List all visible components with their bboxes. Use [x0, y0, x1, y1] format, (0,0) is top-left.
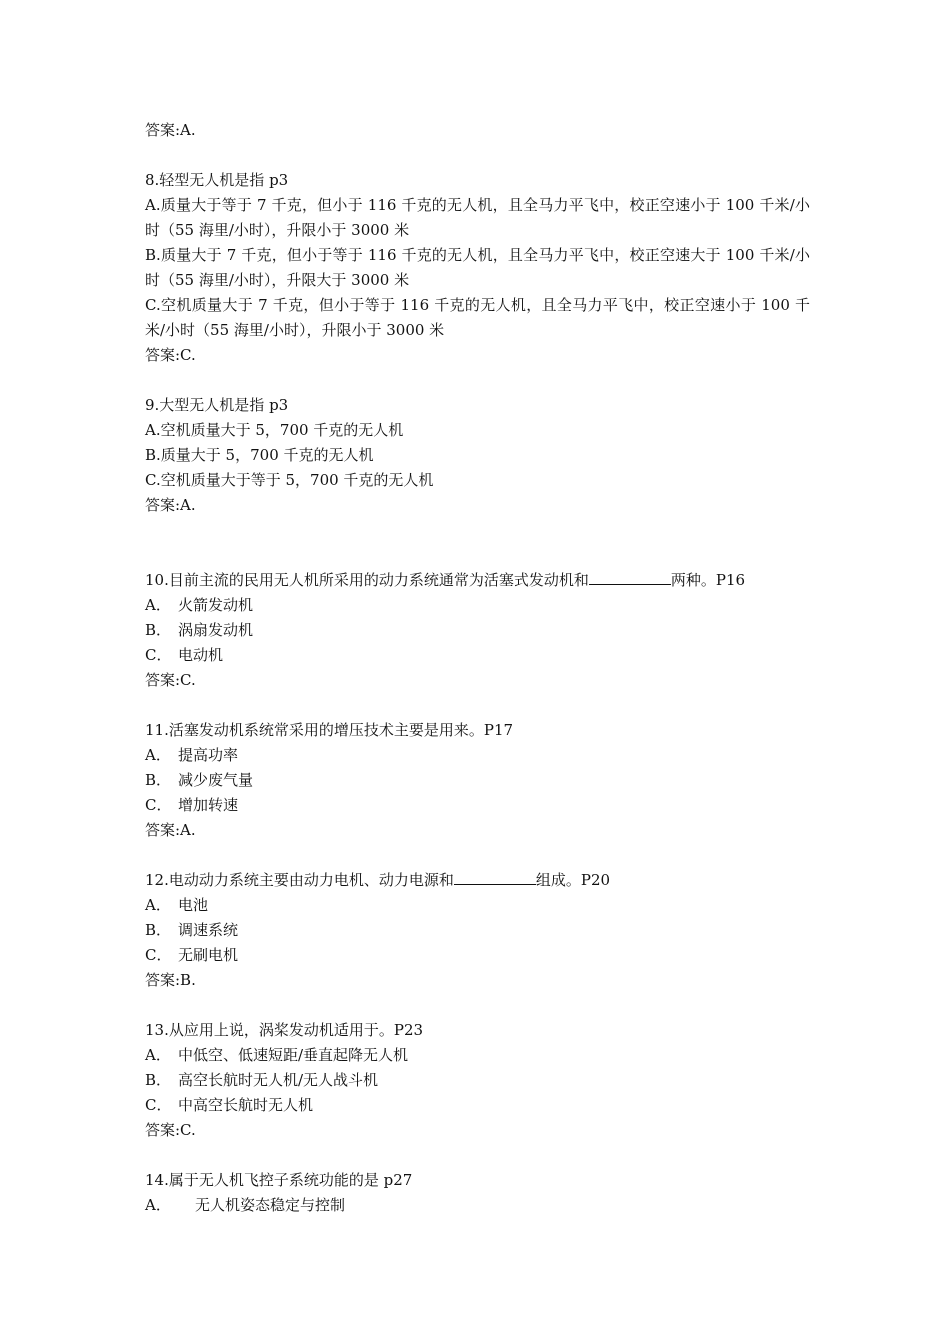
question-13-option-c	[145, 1093, 810, 1118]
question-10-option-b	[145, 618, 810, 643]
question-11-option-c	[145, 793, 810, 818]
option-text: 电动机	[178, 646, 224, 664]
question-12-option-c	[145, 943, 810, 968]
question-12-answer: 答案:B.	[145, 971, 196, 989]
option-label: C．	[145, 1096, 172, 1114]
option-text: 火箭发动机	[178, 596, 254, 614]
question-12-option-b	[145, 918, 810, 943]
question-11-title: 11.活塞发动机系统常采用的增压技术主要是用来。P17	[145, 721, 514, 739]
question-10-title-start: 10.目前主流的民用无人机所采用的动力系统通常为活塞式发动机和	[145, 571, 589, 589]
option-text: 中高空长航时无人机	[178, 1096, 314, 1114]
question-9-answer: 答案:A.	[145, 496, 196, 514]
option-text: 无刷电机	[178, 946, 239, 964]
question-10-answer: 答案:C.	[145, 671, 196, 689]
option-text: 增加转速	[178, 796, 239, 814]
option-label: A．	[145, 1046, 171, 1064]
question-12-title-start: 12.电动动力系统主要由动力电机、动力电源和	[145, 871, 454, 889]
option-text: 涡扇发动机	[178, 621, 254, 639]
option-label: C．	[145, 946, 172, 964]
option-label: B．	[145, 921, 172, 939]
option-label: B．	[145, 621, 172, 639]
question-12-title-end: 组成。P20	[535, 871, 611, 889]
question-9-option-a: A.空机质量大于 5，700 千克的无人机	[145, 421, 404, 439]
question-8-option-a: A.质量大于等于 7 千克，但小于 116 千克的无人机，且全马力平飞中，校正空速小于 100 千米/小时（55 海里/小时），升限小于 3000 米	[145, 196, 810, 239]
question-11-option-b	[145, 768, 810, 793]
question-9-option-b: B.质量大于 5，700 千克的无人机	[145, 446, 374, 464]
option-text: 电池	[178, 896, 209, 914]
question-8-option-c: C.空机质量大于 7 千克，但小于等于 116 千克的无人机，且全马力平飞中，校正空速小于 100 千米/小时（55 海里/小时），升限小于 3000 米	[145, 296, 810, 339]
question-10-option-c	[145, 643, 810, 668]
fill-in-blank	[589, 570, 671, 585]
question-11-answer: 答案:A.	[145, 821, 196, 839]
question-9-option-c: C.空机质量大于等于 5，700 千克的无人机	[145, 471, 434, 489]
question-8-answer: 答案:C.	[145, 346, 196, 364]
question-8-option-b: B.质量大于 7 千克，但小于等于 116 千克的无人机，且全马力平飞中，校正空速大于 100 千米/小时（55 海里/小时），升限大于 3000 米	[145, 246, 810, 289]
question-13-option-b	[145, 1068, 810, 1093]
fill-in-blank	[454, 870, 536, 885]
option-label: B．	[145, 771, 172, 789]
question-11-option-a	[145, 743, 810, 768]
option-text: 减少废气量	[178, 771, 254, 789]
option-text: 中低空、低速短距/垂直起降无人机	[178, 1046, 409, 1064]
option-text: 调速系统	[178, 921, 239, 939]
option-label: A．	[145, 1196, 171, 1214]
option-label: C．	[145, 646, 172, 664]
question-13-answer: 答案:C.	[145, 1121, 196, 1139]
document-page	[145, 118, 810, 1218]
question-10-option-a	[145, 593, 810, 618]
question-14-option-a	[145, 1193, 810, 1218]
question-10-title	[145, 568, 810, 593]
question-13-title: 13.从应用上说，涡桨发动机适用于。P23	[145, 1021, 424, 1039]
question-13-option-a	[145, 1043, 810, 1068]
question-12-title	[145, 868, 810, 893]
question-12-option-a	[145, 893, 810, 918]
option-label: B．	[145, 1071, 172, 1089]
option-text: 提高功率	[178, 746, 239, 764]
option-label: A．	[145, 596, 171, 614]
option-label: C．	[145, 796, 172, 814]
question-10-title-end: 两种。P16	[670, 571, 746, 589]
question-14-title: 14.属于无人机飞控子系统功能的是 p27	[145, 1171, 413, 1189]
option-text: 高空长航时无人机/无人战斗机	[178, 1071, 379, 1089]
answer-7: 答案:A.	[145, 121, 196, 139]
question-9-title: 9.大型无人机是指 p3	[145, 396, 289, 414]
option-label: A．	[145, 746, 171, 764]
question-8-title: 8.轻型无人机是指 p3	[145, 171, 289, 189]
option-label: A．	[145, 896, 171, 914]
option-text: 无人机姿态稳定与控制	[195, 1196, 346, 1214]
